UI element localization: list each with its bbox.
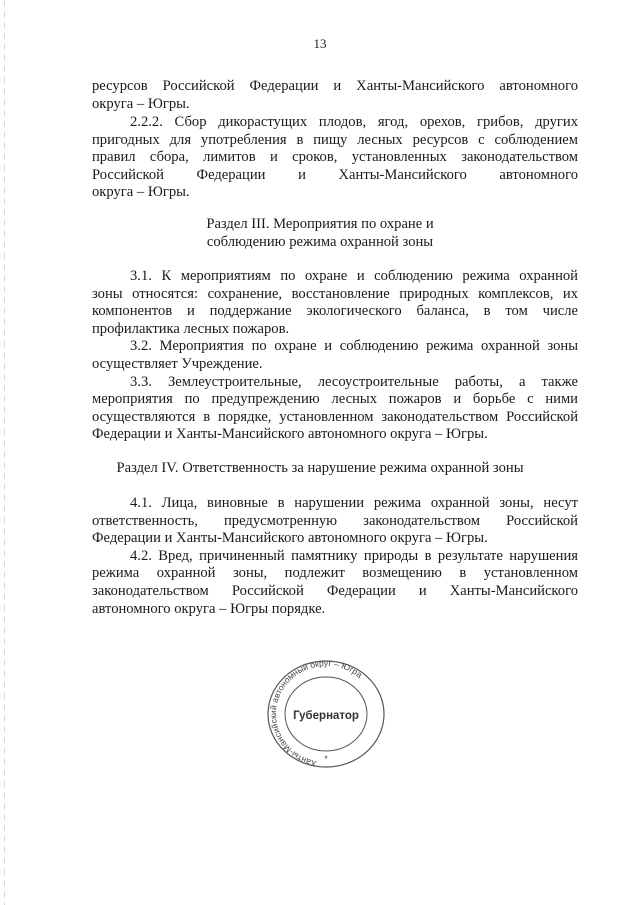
seal-center-text: Губернатор xyxy=(293,710,359,722)
text-line: осуществляются в порядке, установленном законодательством Российской xyxy=(92,408,578,425)
section-4-title: Раздел IV. Ответственность за нарушение режима охранной зоны xyxy=(116,460,524,476)
text-line: 4.2. Вред, причиненный памятнику природы в результате нарушения xyxy=(130,547,578,564)
text-line: 3.3. Землеустроительные, лесоустроительные работы, а также xyxy=(130,373,578,390)
page-number: 13 xyxy=(313,36,327,51)
text-line: осуществляет Учреждение. xyxy=(92,355,263,372)
text-line: 3.1. К мероприятиям по охране и соблюдению режима охранной xyxy=(130,268,578,284)
paragraph-2-2-2 xyxy=(92,114,578,202)
text-line: автономного округа – Югры порядке. xyxy=(92,600,326,617)
governor-seal-stamp xyxy=(262,658,390,770)
text-line: ресурсов Российской Федерации и Ханты-Мансийского автономного xyxy=(92,78,578,94)
text-line: ответственность, предусмотренную законодательством Российской xyxy=(92,512,578,529)
text-line: мероприятия по предупреждению лесных пожаров и борьбе с ними xyxy=(92,391,578,408)
scan-edge-line xyxy=(4,0,5,905)
paragraph-continuation xyxy=(92,78,578,113)
text-line: округа – Югры. xyxy=(92,184,190,201)
text-line: Российской Федерации и Ханты-Мансийского автономного xyxy=(92,166,578,183)
section-4-body xyxy=(92,495,578,618)
seal-ring-text: Ханты-Мансийский автономный округ – Югра xyxy=(268,658,365,770)
text-line: профилактика лесных пожаров. xyxy=(92,320,290,337)
section-3-body xyxy=(92,268,578,444)
text-line: округа – Югры. xyxy=(92,95,190,112)
text-line: режима охранной зоны, подлежит возмещению в установленном xyxy=(92,565,578,582)
text-line: 2.2.2. Сбор дикорастущих плодов, ягод, орехов, грибов, других xyxy=(130,114,578,130)
section-3-title-line: Раздел III. Мероприятия по охране и xyxy=(206,216,434,232)
text-line: законодательством Российской Федерации и Ханты-Мансийского xyxy=(92,582,578,599)
text-line: компонентов и поддержание экологического баланса, в том числе xyxy=(92,303,578,320)
text-line: пригодных для употребления в пищу лесных ресурсов с соблюдением xyxy=(92,131,578,148)
text-line: зоны относятся: сохранение, восстановление природных комплексов, их xyxy=(92,285,578,302)
text-line: Федерации и Ханты-Мансийского автономного округа – Югры. xyxy=(92,426,488,443)
text-line: Федерации и Ханты-Мансийского автономного округа – Югры. xyxy=(92,530,488,547)
text-line: правил сбора, лимитов и сроков, установленных законодательством xyxy=(92,149,578,166)
section-3-title-line: соблюдению режима охранной зоны xyxy=(206,234,434,250)
text-line: 3.2. Мероприятия по охране и соблюдению режима охранной зоны xyxy=(130,338,578,355)
seal-star: * xyxy=(324,754,328,764)
text-line: 4.1. Лица, виновные в нарушении режима охранной зоны, несут xyxy=(130,495,578,511)
